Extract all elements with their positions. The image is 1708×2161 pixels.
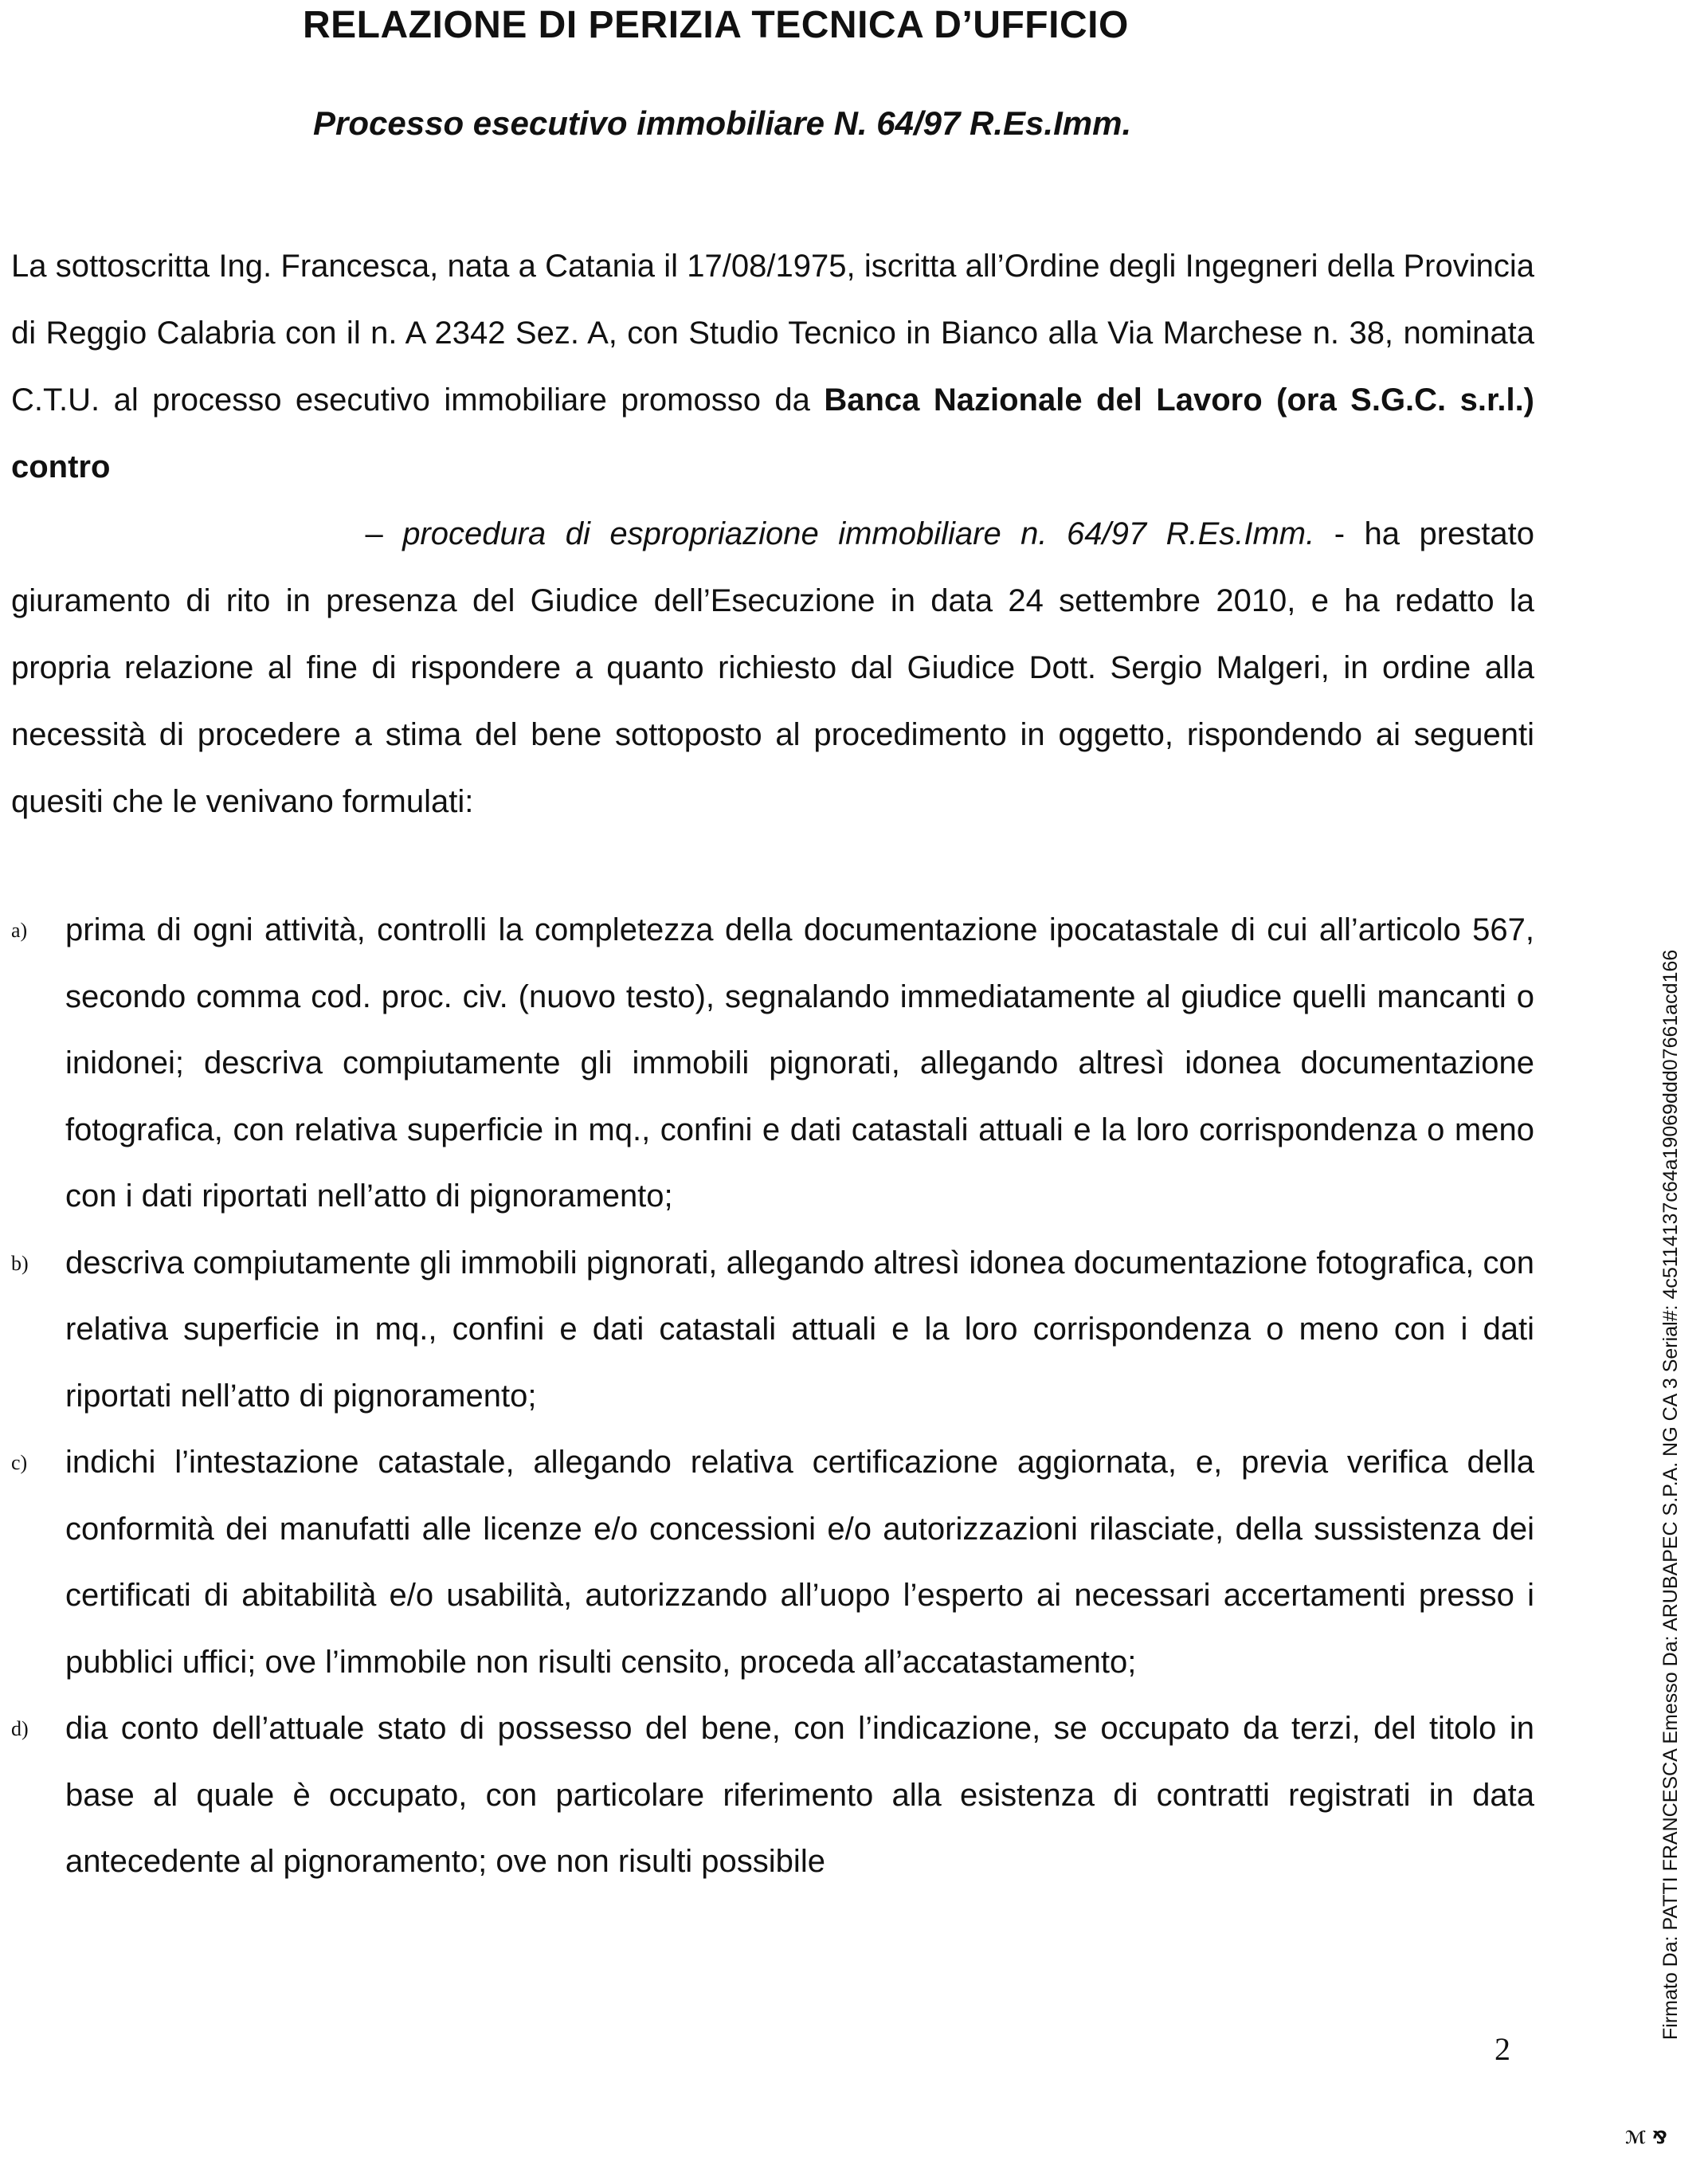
question-marker: b) xyxy=(11,1251,29,1275)
intro-paragraph xyxy=(11,233,1534,835)
question-item-c xyxy=(11,1430,1534,1696)
document-subtitle: Processo esecutivo immobiliare N. 64/97 R.Es.Imm. xyxy=(313,104,1132,142)
intro-text-part2: - ha prestato giuramento di rito in presenza del Giudice dell’Esecuzione in data 24 settembre 2010, e ha redatto la propria relazione al fine di rispondere a quanto richiesto dal Giudice Dott. Sergio Malgeri, in ordine alla necessità di procedere a stima del bene sottoposto al procedimento in oggetto, rispondendo ai seguenti quesiti che le venivano formulati: xyxy=(11,516,1534,819)
question-item-d xyxy=(11,1696,1534,1896)
corner-mark: ℳ ⅋ xyxy=(1625,2128,1667,2148)
intro-procedure: procedura di espropriazione immobiliare n. 64/97 R.Es.Imm. xyxy=(402,516,1315,551)
page-number: 2 xyxy=(1494,2031,1510,2067)
question-text: indichi l’intestazione catastale, allegando relativa certificazione aggiornata, e, previa verifica della conformità dei manufatti alle licenze e/o concessioni e/o autorizzazioni rilasciate, della sussistenza dei certificati di abitabilità e/o usabilità, autorizzando all’uopo l’esperto ai necessari accertamenti presso i pubblici uffici; ove l’immobile non risulti censito, proceda all’accatastamento; xyxy=(65,1445,1534,1680)
question-text: descriva compiutamente gli immobili pignorati, allegando altresì idonea documentazione fotografica, con relativa superficie in mq., confini e dati catastali attuali e la loro corrispondenza o meno con i dati riportati nell’atto di pignoramento; xyxy=(65,1245,1534,1414)
intro-dash: – xyxy=(346,516,403,551)
question-item-b xyxy=(11,1230,1534,1430)
question-text: dia conto dell’attuale stato di possesso del bene, con l’indicazione, se occupato da terzi, del titolo in base al quale è occupato, con particolare riferimento alla esistenza di contratti registrati in data antecedente al pignoramento; ove non risulti possibile xyxy=(65,1711,1534,1879)
digital-signature-band: Firmato Da: PATTI FRANCESCA Emesso Da: ARUBAPEC S.P.A. NG CA 3 Serial#: 4c5114137c64a19069ddd07661acd166 xyxy=(1659,949,1682,2040)
intro-text-part1: La sottoscritta Ing. Francesca, nata a Catania il 17/08/1975, iscritta all’Ordine degli Ingegneri della Provincia di Reggio Calabria con il n. A 2342 Sez. A, con Studio Tecnico in Bianco alla Via Marchese n. 38, nominata C.T.U. al processo esecutivo immobiliare promosso da xyxy=(11,249,1534,418)
question-marker: a) xyxy=(11,919,28,942)
questions-list xyxy=(11,897,1534,1896)
question-marker: c) xyxy=(11,1451,28,1474)
question-text: prima di ogni attività, controlli la completezza della documentazione ipocatastale di cui all’articolo 567, secondo comma cod. proc. civ. (nuovo testo), segnalando immediatamente al giudice quelli mancanti o inidonei; descriva compiutamente gli immobili pignorati, allegando altresì idonea documentazione fotografica, con relativa superficie in mq., confini e dati catastali attuali e la loro corrispondenza o meno con i dati riportati nell’atto di pignoramento; xyxy=(65,912,1534,1214)
intro-bank-name: Banca Nazionale del Lavoro (ora S.G.C. s.r.l.) contro xyxy=(11,382,1535,484)
question-item-a xyxy=(11,897,1534,1230)
question-marker: d) xyxy=(11,1717,29,1740)
document-title: RELAZIONE DI PERIZIA TECNICA D’UFFICIO xyxy=(303,4,1129,46)
